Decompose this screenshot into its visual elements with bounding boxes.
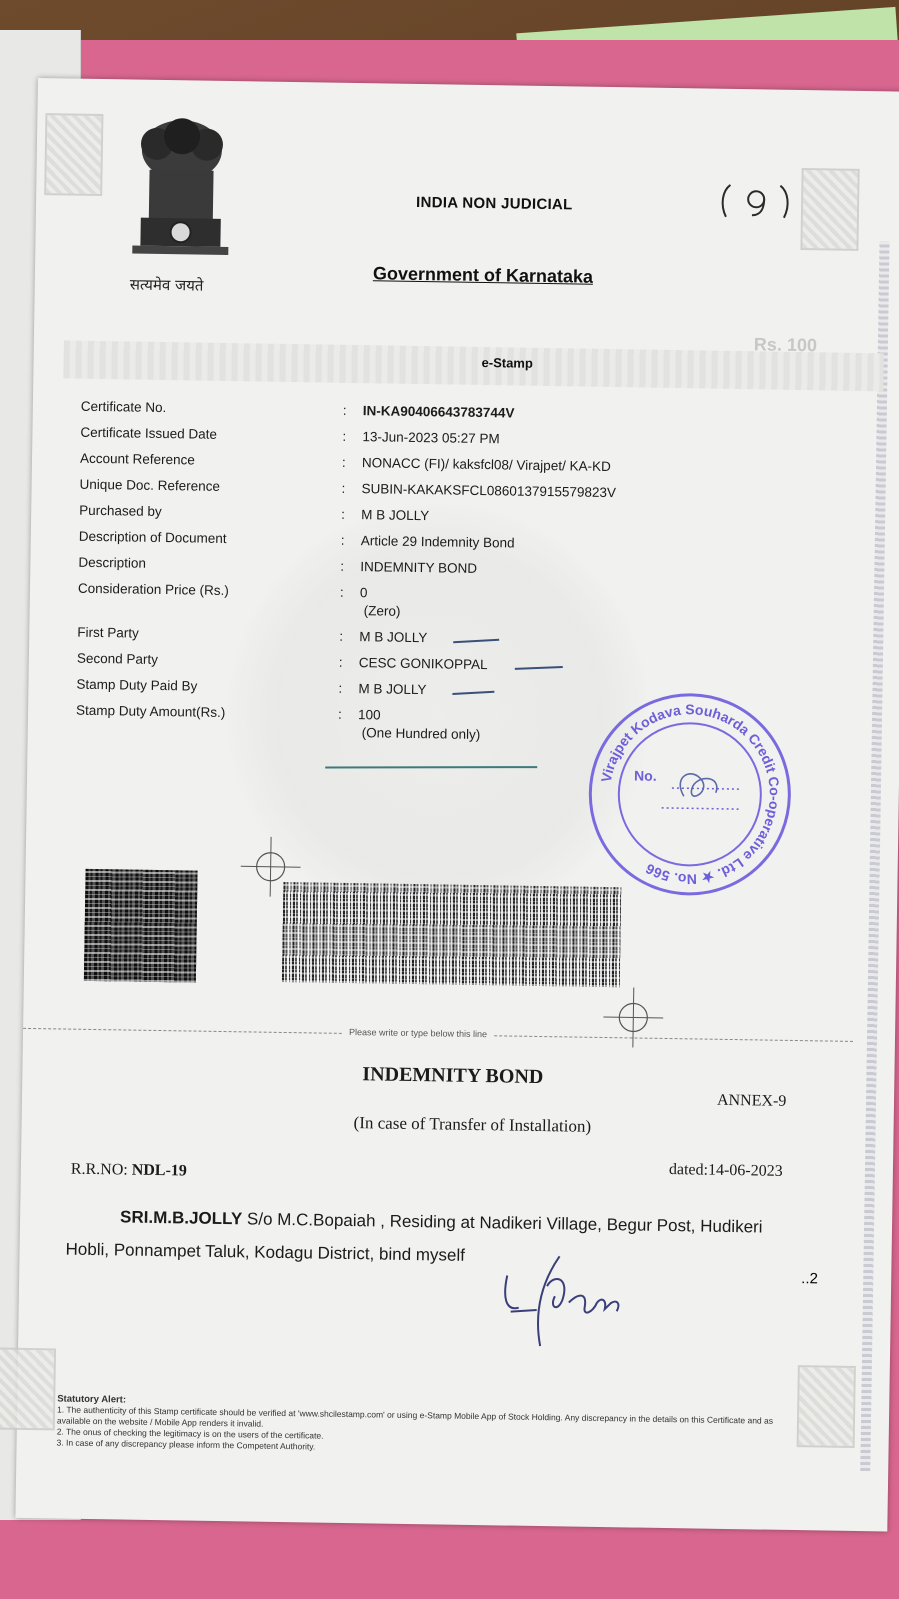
obligor-name: SRI.M.B.JOLLY (119, 1207, 243, 1229)
bond-paragraph-line-1 (120, 1207, 763, 1237)
statutory-alert-title: Statutory Alert: (57, 1393, 127, 1406)
statutory-alert (56, 1393, 777, 1459)
bond-date: dated:14-06-2023 (668, 1161, 783, 1180)
field-label: Description of Document (78, 528, 227, 547)
field-row: Purchased by : M B JOLLY (79, 502, 430, 524)
rr-number (71, 1161, 187, 1181)
pen-tick (452, 691, 494, 695)
annex-label: ANNEX-9 (716, 1091, 787, 1110)
field-row: Description : INDEMNITY BOND (78, 554, 478, 576)
field-value: SUBIN-KAKAKSFCL0860137915579823V (361, 481, 617, 501)
crosshair-icon (240, 836, 301, 897)
field-value-words: (Zero) (363, 603, 401, 619)
field-row: Consideration Price (Rs.) : 0 (Zero) (77, 580, 401, 619)
corner-ornament-top-right (800, 168, 859, 251)
national-emblem-icon (120, 109, 242, 271)
bond-paragraph-line-2: Hobli, Ponnampet Taluk, Kodagu District, bind myself (65, 1239, 466, 1265)
seal-ring-text: Virajpet Kodava Souharda Credit Co-operative Ltd. ★ No. 566 (597, 701, 783, 888)
field-value: 100 (357, 707, 381, 723)
signature (488, 1245, 640, 1357)
field-label: Unique Doc. Reference (79, 476, 221, 494)
field-label: Description (78, 554, 147, 571)
pen-tick (453, 639, 499, 643)
statutory-alert-item: 1. The authenticity of this Stamp certificate should be verified at 'www.shcilestamp.com' or using e-Stamp Mobile App of Stock Holding. Any discrepancy in the details on this Certificate and as available on the website / Mobile App renders it invalid. (56, 1404, 774, 1429)
field-row: Second Party : CESC GONIKOPPAL (77, 651, 697, 687)
pen-tick (515, 666, 563, 670)
paragraph-text: S/o M.C.Bopaiah , Residing at Nadikeri Village, Begur Post, Hudikeri (242, 1209, 763, 1237)
estamp-document (15, 78, 899, 1532)
field-label: Stamp Duty Amount(Rs.) (75, 702, 226, 721)
field-label: Stamp Duty Paid By (76, 676, 198, 694)
government-title: Government of Karnataka (372, 263, 594, 287)
field-row: Stamp Duty Amount(Rs.) : 100 (One Hundred only) (75, 702, 481, 743)
rr-number-label: R.R.NO: (70, 1160, 128, 1179)
handwritten-note (716, 181, 807, 222)
field-value: 0 (359, 585, 368, 601)
field-label: First Party (77, 624, 139, 641)
field-label: Consideration Price (Rs.) (77, 580, 229, 599)
field-value: CESC GONIKOPPAL (358, 655, 488, 673)
qr-code (84, 869, 198, 983)
bond-subtitle: (In case of Transfer of Installation) (353, 1113, 592, 1136)
field-row: Account Reference : NONACC (FI)/ kaksfcl08/ Virajpet/ KA-KD (79, 450, 611, 475)
seal-no-label: No. (633, 767, 657, 784)
field-value: 13-Jun-2023 05:27 PM (362, 429, 500, 447)
field-label: Second Party (76, 650, 159, 667)
field-label: Purchased by (79, 502, 162, 519)
field-value: M B JOLLY (359, 629, 428, 646)
field-value-words: (One Hundred only) (361, 725, 481, 743)
estamp-label: e-Stamp (481, 355, 533, 371)
field-row: Certificate Issued Date : 13-Jun-2023 05:27 PM (80, 424, 500, 447)
field-label: Account Reference (79, 450, 195, 468)
field-label: Certificate No. (80, 398, 167, 416)
field-value: Article 29 Indemnity Bond (360, 533, 515, 551)
emblem-caption: सत्यमेव जयते (129, 275, 204, 295)
denomination-watermark: Rs. 100 (753, 334, 818, 356)
bond-title: INDEMNITY BOND (362, 1063, 544, 1089)
corner-ornament-bottom-right (797, 1365, 856, 1448)
certificate-number: IN-KA90406643783744V (362, 403, 515, 421)
continued-page-marker: ..2 (801, 1270, 819, 1288)
field-row: First Party : M B JOLLY (77, 625, 697, 661)
field-row: Certificate No. : IN-KA90406643783744V (80, 398, 515, 421)
field-row: Stamp Duty Paid By : M B JOLLY (76, 677, 696, 713)
field-value: M B JOLLY (361, 507, 430, 524)
field-value: NONACC (FI)/ kaksfcl08/ Virajpet/ KA-KD (361, 455, 611, 475)
statutory-alert-item: 3. In case of any discrepancy please inform the Competent Authority. (56, 1437, 316, 1452)
rr-number-value: NDL-19 (131, 1161, 187, 1180)
field-value: M B JOLLY (358, 681, 427, 698)
write-below-caption: Please write or type below this line (343, 1027, 493, 1039)
doc-title: INDIA NON JUDICIAL (415, 193, 573, 214)
field-row: Description of Document : Article 29 Indemnity Bond (78, 528, 515, 551)
statutory-alert-item: 2. The onus of checking the legitimacy is on the users of the certificate. (56, 1426, 324, 1441)
field-row: Unique Doc. Reference : SUBIN-KAKAKSFCL0860137915579823V (79, 476, 617, 501)
corner-ornament-bottom-left (0, 1348, 56, 1431)
corner-ornament-top-left (44, 113, 103, 196)
security-strip (860, 241, 889, 1471)
field-value: INDEMNITY BOND (360, 559, 478, 576)
society-seal (587, 692, 792, 897)
field-label: Certificate Issued Date (80, 424, 218, 442)
pen-underline (325, 766, 537, 768)
barcode (282, 882, 622, 987)
